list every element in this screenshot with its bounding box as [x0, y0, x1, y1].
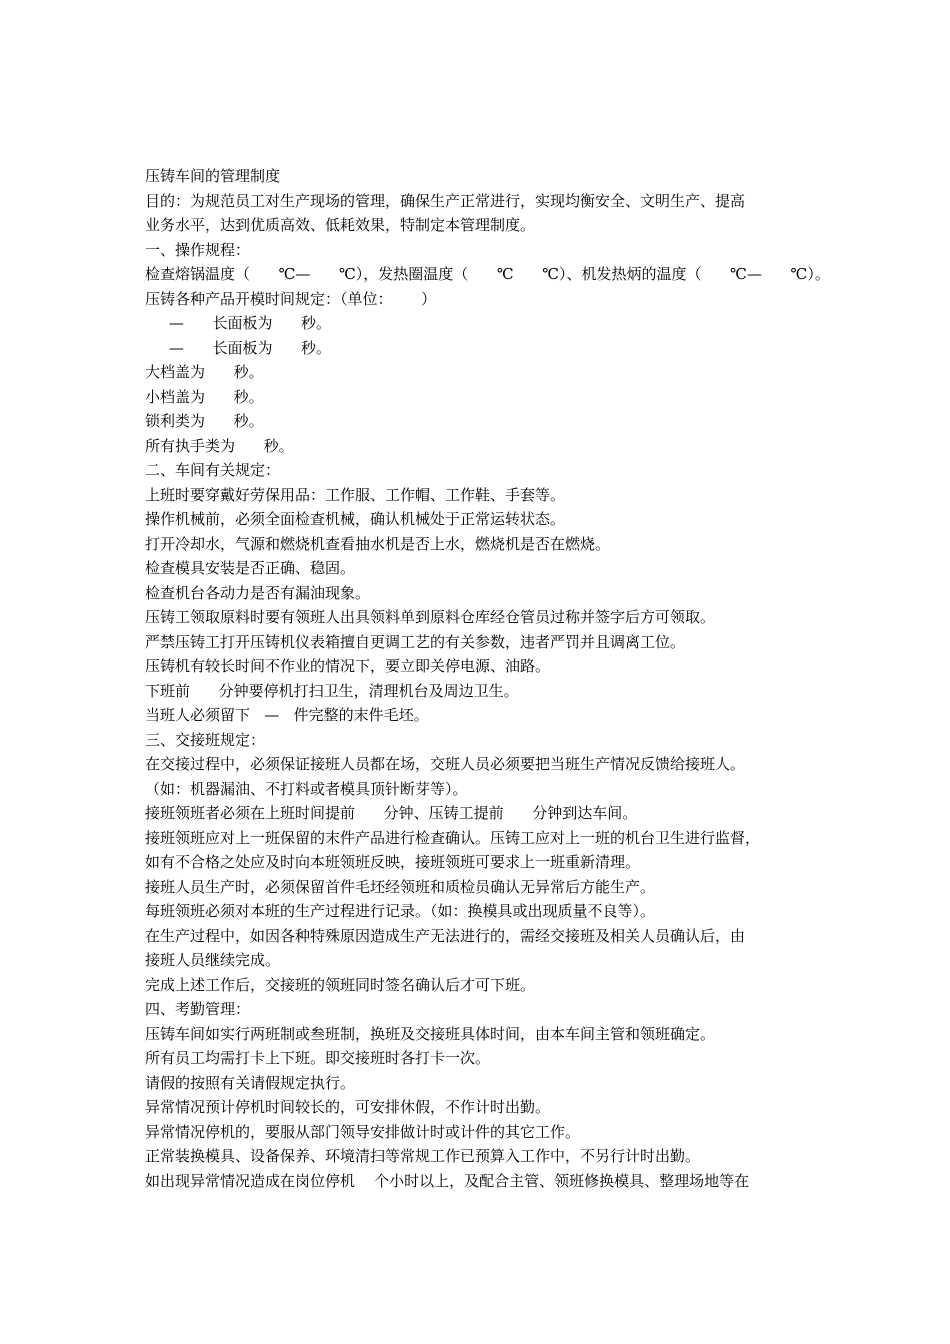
attendance-line: 压铸车间如实行两班制或叁班制，换班及交接班具体时间，由本车间主管和领班确定。 [145, 1024, 716, 1043]
purpose-line-2: 业务水平，达到优质高效、低耗效果，特制定本管理制度。 [145, 216, 536, 234]
handover-line: 接班人员继续完成。 [145, 951, 281, 969]
mold-open-time-line: 压铸各种产品开模时间规定：（单位： ） [145, 289, 437, 308]
document-page [145, 164, 830, 1193]
rule-line: 严禁压铸工打开压铸机仪表箱擅自更调工艺的有关参数，违者严罚并且调离工位。 [145, 632, 686, 651]
handover-line: 接班领班应对上一班保留的末件产品进行检查确认。压铸工应对上一班的机台卫生进行监督， [145, 828, 761, 847]
section-heading-shift-handover: 三、交接班规定： [145, 730, 266, 749]
rule-line: 操作机械前，必须全面检查机械，确认机械处于正常运转状态。 [145, 510, 566, 528]
section-heading-operation: 一、操作规程： [145, 240, 251, 259]
rule-line: 检查模具安装是否正确、稳固。 [145, 559, 356, 577]
handover-line: 在交接过程中，必须保证接班人员都在场，交班人员必须要把当班生产情况反馈给接班人。 [145, 755, 746, 773]
document-title: 压铸车间的管理制度 [145, 167, 281, 185]
handover-line: 接班人员生产时，必须保留首件毛坯经领班和质检员确认无异常后方能生产。 [145, 877, 656, 896]
rule-line: 当班人必须留下 — 件完整的末件毛坯。 [145, 706, 429, 724]
attendance-line: 异常情况停机的，要服从部门领导安排做计时或计件的其它工作。 [145, 1122, 581, 1141]
handover-line: （如：机器漏油、不打料或者模具顶针断芽等）。 [145, 779, 468, 798]
large-cover-line: 大档盖为 秒。 [145, 363, 264, 381]
attendance-line: 如出现异常情况造成在岗位停机 个小时以上，及配合主管、领班修换模具、整理场地等在 [145, 1171, 750, 1190]
attendance-line: 正常装换模具、设备保养、环境清扫等常规工作已预算入工作中，不另行计时出勤。 [145, 1147, 701, 1165]
rule-line: 打开冷却水，气源和燃烧机查看抽水机是否上水，燃烧机是否在燃烧。 [145, 534, 611, 553]
lock-type-line: 锁利类为 秒。 [145, 412, 264, 430]
temperature-check-line: 检查熔锅温度（ ℃— ℃），发热圈温度（ ℃ ℃）、机发热炳的温度（ ℃— ℃）。 [145, 265, 830, 283]
handover-line: 每班领班必须对本班的生产过程进行记录。（如：换模具或出现质量不良等）。 [145, 902, 656, 920]
rule-line: 检查机台各动力是否有漏油现象。 [145, 583, 371, 602]
handover-line: 在生产过程中，如因各种特殊原因造成生产无法进行的，需经交接班及相关人员确认后，由 [145, 926, 746, 945]
section-heading-workshop-rules: 二、车间有关规定： [145, 461, 281, 479]
purpose-line-1: 目的：为规范员工对生产现场的管理，确保生产正常进行，实现均衡安全、文明生产、提高 [145, 191, 746, 210]
small-cover-line: 小档盖为 秒。 [145, 387, 264, 406]
handover-line: 完成上述工作后，交接班的领班同时签名确认后才可下班。 [145, 975, 536, 994]
rule-line: 压铸机有较长时间不作业的情况下，要立即关停电源、油路。 [145, 657, 551, 675]
rule-line: 压铸工领取原料时要有领班人出具领料单到原料仓库经仓管员过称并签字后方可领取。 [145, 608, 716, 626]
attendance-line: 异常情况预计停机时间较长的，可安排休假，不作计时出勤。 [145, 1098, 551, 1116]
long-panel-line-1: — 长面板为 秒。 [145, 314, 332, 332]
long-panel-line-2: — 长面板为 秒。 [145, 338, 332, 357]
handover-line: 如有不合格之处应及时向本班领班反映，接班领班可要求上一班重新清理。 [145, 853, 641, 871]
handover-line: 接班领班者必须在上班时间提前 分钟、压铸工提前 分钟到达车间。 [145, 804, 638, 822]
rule-line: 上班时要穿戴好劳保用品：工作服、工作帽、工作鞋、手套等。 [145, 485, 566, 504]
handle-type-line: 所有执手类为 秒。 [145, 436, 294, 455]
section-heading-attendance: 四、考勤管理： [145, 1000, 251, 1018]
rule-line: 下班前 分钟要停机打扫卫生，清理机台及周边卫生。 [145, 681, 519, 700]
attendance-line: 所有员工均需打卡上下班。即交接班时各打卡一次。 [145, 1049, 491, 1067]
attendance-line: 请假的按照有关请假规定执行。 [145, 1073, 356, 1092]
